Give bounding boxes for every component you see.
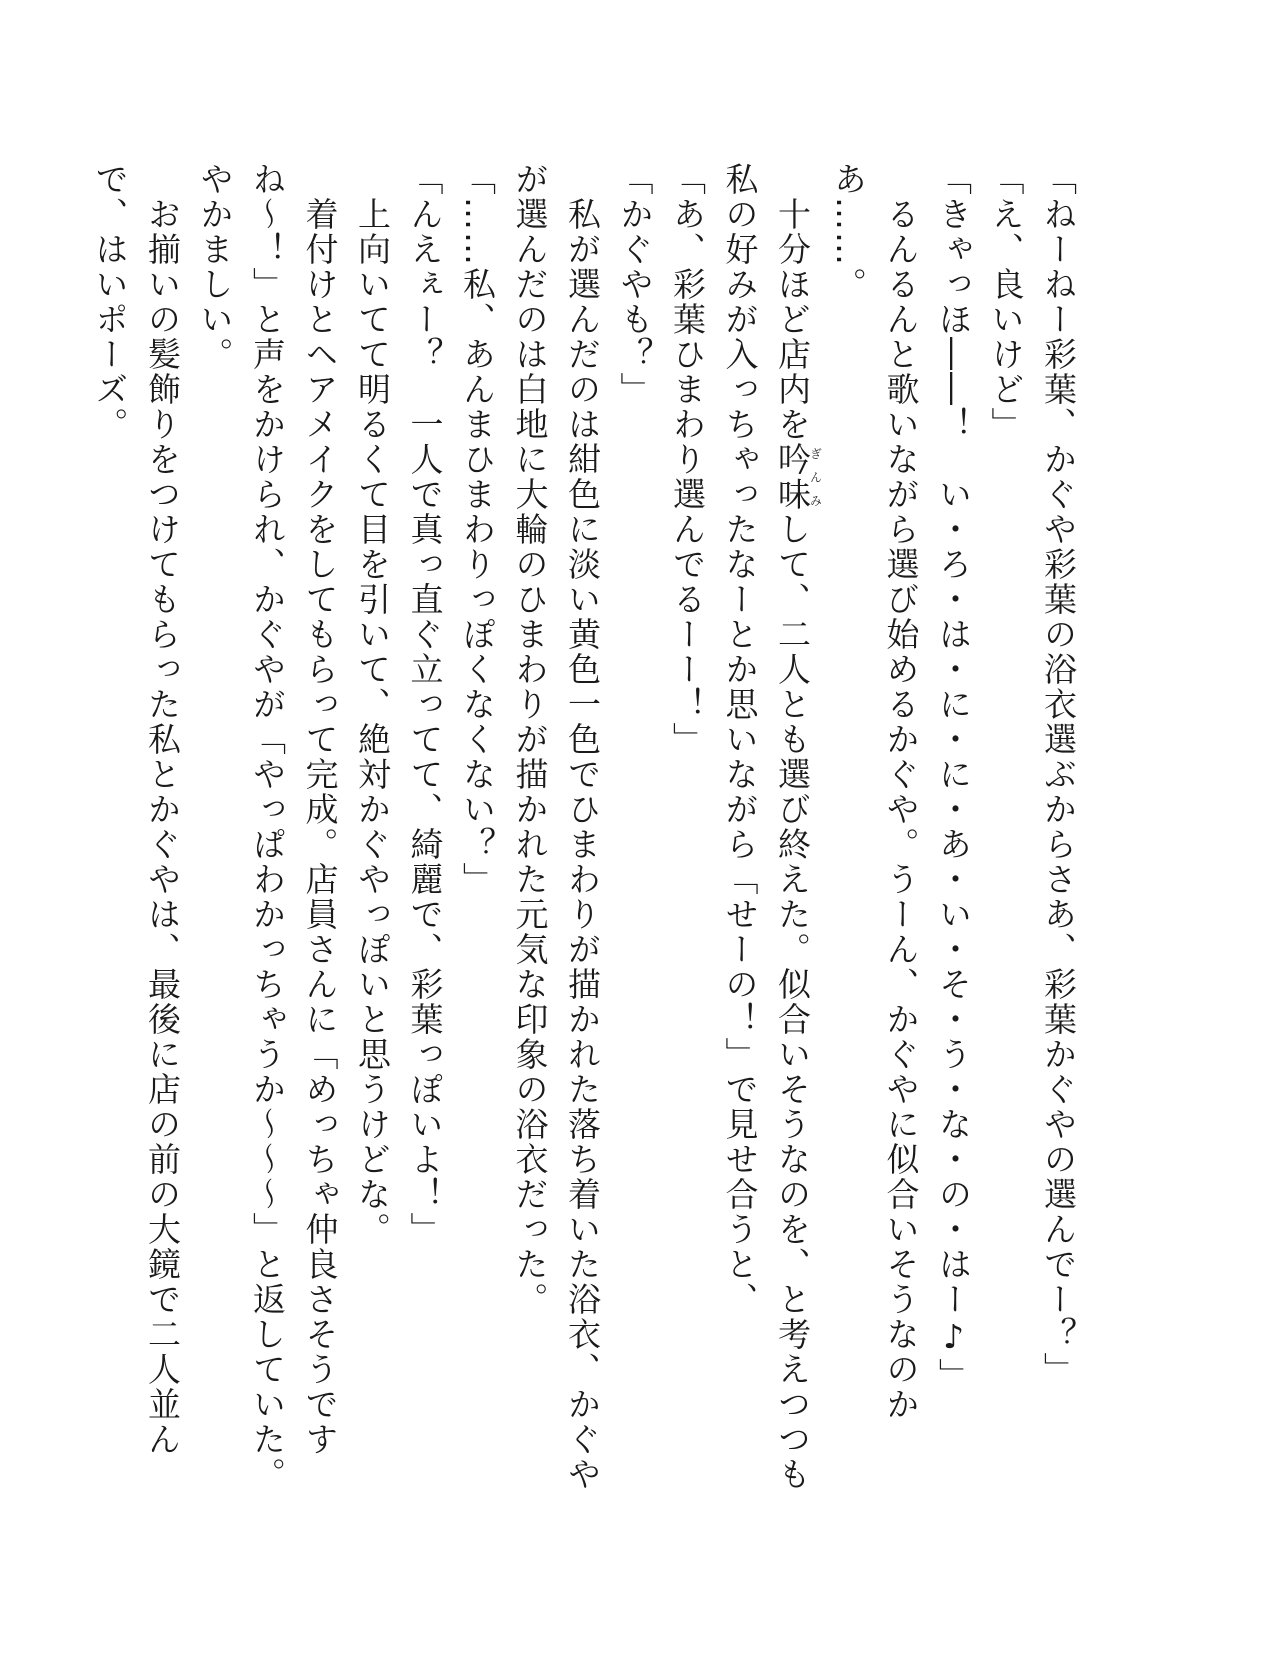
- dialogue-line: 「んえぇー？ 一人で真っ直ぐ立ってて、綺麗で、彩葉っぽいよ！」: [405, 162, 445, 1247]
- dialogue-line: 「ねーねー彩葉、かぐや彩葉の浴衣選ぶからさあ、彩葉かぐやの選んでー？」: [1039, 162, 1078, 1387]
- dialogue-line: 「きゃっほ――！ い・ろ・は・に・に・あ・い・そ・う・な・の・はー♪」: [934, 162, 973, 1393]
- narration-paragraph: 上向いてて明るくて目を引いて、絶対かぐやっぽいと思うけどな。: [353, 162, 392, 1247]
- dialogue-line: 「かぐやも？」: [615, 162, 655, 407]
- dialogue-line: 「あ、彩葉ひまわり選んでるーー！」: [668, 162, 707, 757]
- ruby-base: 吟味: [773, 442, 812, 512]
- ruby-word: [773, 442, 823, 512]
- vertical-text-body: [83, 162, 1084, 1502]
- narration-paragraph: 着付けとヘアメイクをしてもらって完成。店員さんに「めっちゃ仲良さそうですね〜！」と声をかけられ、かぐやが「やっぱわかっちゃうか〜〜〜」と返していた。やかましい。: [195, 162, 340, 1492]
- narration-text: 十分ほど店内を: [773, 162, 812, 442]
- dialogue-line: 「……私、あんまひまわりっぽくなくない？」: [458, 162, 497, 897]
- narration-paragraph: [713, 162, 822, 1502]
- narration-text: して、二人とも選び終えた。似合いそうなのを、と考えつつも私の好みが入っちゃったなーとか思いながら「せーの！」で見せ合うと、: [720, 162, 812, 1492]
- furigana: ぎんみ: [808, 442, 823, 512]
- narration-paragraph: 私が選んだのは紺色に淡い黄色一色でひまわりが描かれた落ち着いた浴衣、かぐやが選んだのは白地に大輪のひまわりが描かれた元気な印象の浴衣だった。: [510, 162, 602, 1492]
- dialogue-line: 「え、良いけど」: [986, 162, 1026, 442]
- narration-paragraph: るんるんと歌いながら選び始めるかぐや。うーん、かぐやに似合いそうなのかあ……。: [829, 162, 921, 1422]
- narration-paragraph: お揃いの髪飾りをつけてもらった私とかぐやは、最後に店の前の大鏡で二人並んで、はいポーズ。: [90, 162, 182, 1457]
